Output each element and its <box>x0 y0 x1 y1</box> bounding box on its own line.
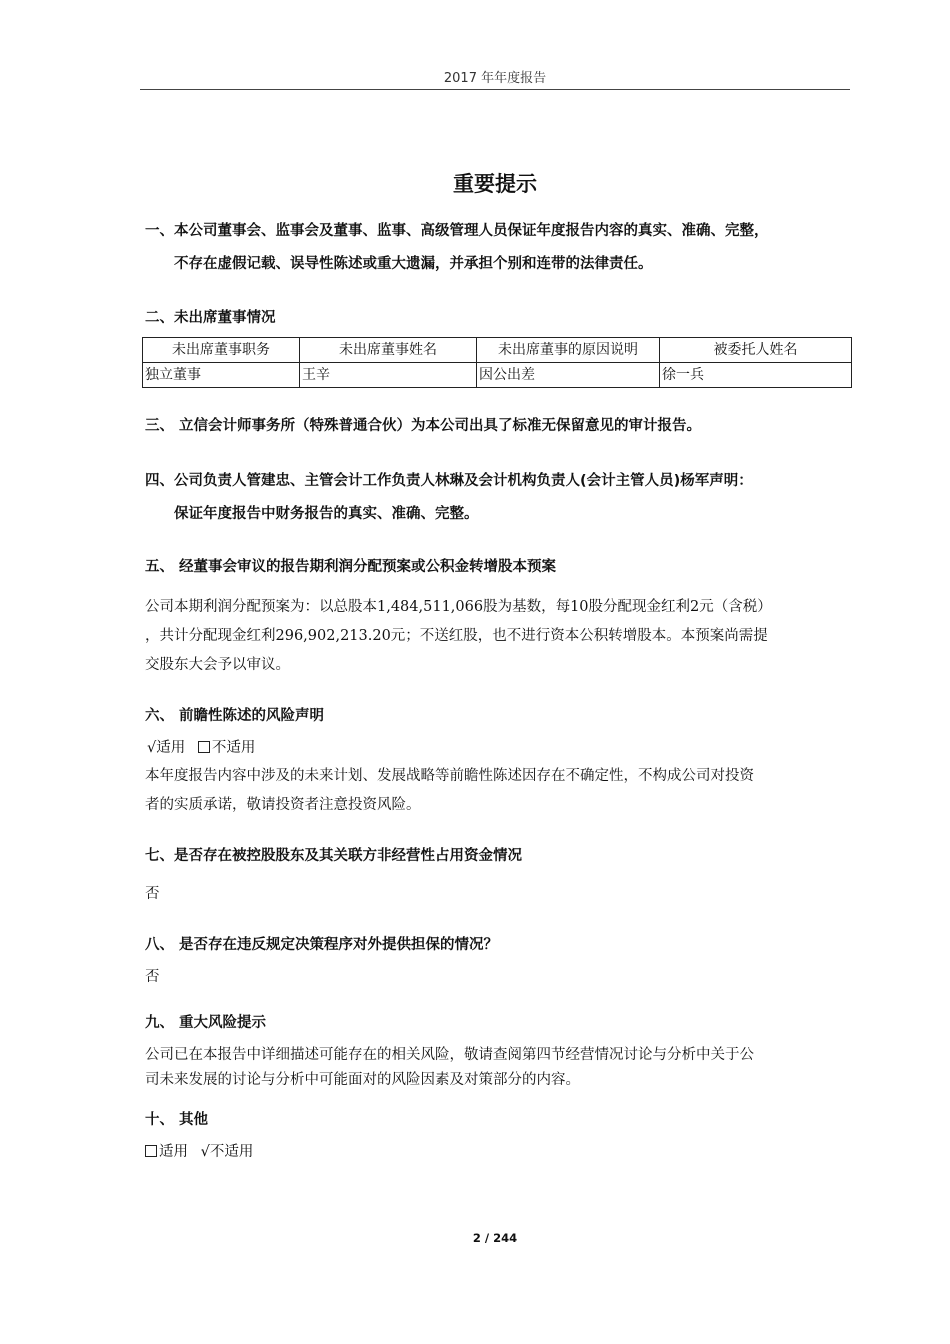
section-5-para-line-2: ，共计分配现金红利296,902,213.20元；不送红股，也不进行资本公积转增股本。本预案尚需提 <box>145 628 768 644</box>
not-applicable-label: 不适用 <box>211 740 256 756</box>
page-number: 2 / 244 <box>472 1231 518 1245</box>
table-cell: 王辛 <box>300 363 477 388</box>
section-3-heading: 三、 立信会计师事务所（特殊普通合伙）为本公司出具了标准无保留意见的审计报告。 <box>145 418 702 434</box>
absent-directors-table <box>142 337 852 388</box>
section-10-applicability <box>145 1140 253 1161</box>
section-8-answer: 否 <box>145 969 160 985</box>
section-5-heading: 五、 经董事会审议的报告期利润分配预案或公积金转增股本预案 <box>145 559 557 575</box>
section-2-heading: 二、未出席董事情况 <box>145 310 276 326</box>
applicable-label: 适用 <box>159 1144 188 1160</box>
table-row <box>143 363 852 388</box>
page-title: 重要提示 <box>453 172 537 196</box>
section-8-heading: 八、 是否存在违反规定决策程序对外提供担保的情况？ <box>145 937 499 953</box>
applicable-checked: √适用 <box>147 740 186 756</box>
table-cell: 因公出差 <box>477 363 660 388</box>
section-6-para-line-2: 者的实质承诺，敬请投资者注意投资风险。 <box>145 797 421 813</box>
header-divider <box>140 89 850 90</box>
table-header-cell: 未出席董事的原因说明 <box>477 338 660 363</box>
checkbox-empty-icon <box>198 741 210 753</box>
page-header: 2017 年年度报告 <box>443 71 547 86</box>
section-7-answer: 否 <box>145 886 160 902</box>
section-4-line-2: 保证年度报告中财务报告的真实、准确、完整。 <box>174 506 479 522</box>
table-header-cell: 未出席董事职务 <box>143 338 300 363</box>
table-header-row <box>143 338 852 363</box>
section-10-heading: 十、 其他 <box>145 1112 209 1128</box>
section-9-heading: 九、 重大风险提示 <box>145 1015 267 1031</box>
section-4-line-1: 四、公司负责人管建忠、主管会计工作负责人林琳及会计机构负责人(会计主管人员)杨军声明： <box>145 473 753 489</box>
section-5-para-line-3: 交股东大会予以审议。 <box>145 657 290 673</box>
section-1-line-1: 一、本公司董事会、监事会及董事、监事、高级管理人员保证年度报告内容的真实、准确、完整， <box>145 223 769 239</box>
section-5-para-line-1: 公司本期利润分配预案为：以总股本1,484,511,066股为基数，每10股分配现金红利2元（含税） <box>145 599 772 615</box>
section-6-applicability <box>147 736 255 757</box>
table-cell: 独立董事 <box>143 363 300 388</box>
section-6-para-line-1: 本年度报告内容中涉及的未来计划、发展战略等前瞻性陈述因存在不确定性，不构成公司对投资 <box>145 768 754 784</box>
table-header-cell: 未出席董事姓名 <box>300 338 477 363</box>
not-applicable-checked: √不适用 <box>200 1144 254 1160</box>
section-9-para-line-1: 公司已在本报告中详细描述可能存在的相关风险，敬请查阅第四节经营情况讨论与分析中关于公 <box>145 1047 754 1063</box>
section-1-line-2: 不存在虚假记载、误导性陈述或重大遗漏，并承担个别和连带的法律责任。 <box>174 256 653 272</box>
checkbox-empty-icon <box>145 1145 157 1157</box>
section-7-heading: 七、是否存在被控股股东及其关联方非经营性占用资金情况 <box>145 848 522 864</box>
section-9-para-line-2: 司未来发展的讨论与分析中可能面对的风险因素及对策部分的内容。 <box>145 1072 580 1088</box>
section-6-heading: 六、 前瞻性陈述的风险声明 <box>145 708 325 724</box>
table-header-cell: 被委托人姓名 <box>660 338 852 363</box>
table-cell: 徐一兵 <box>660 363 852 388</box>
